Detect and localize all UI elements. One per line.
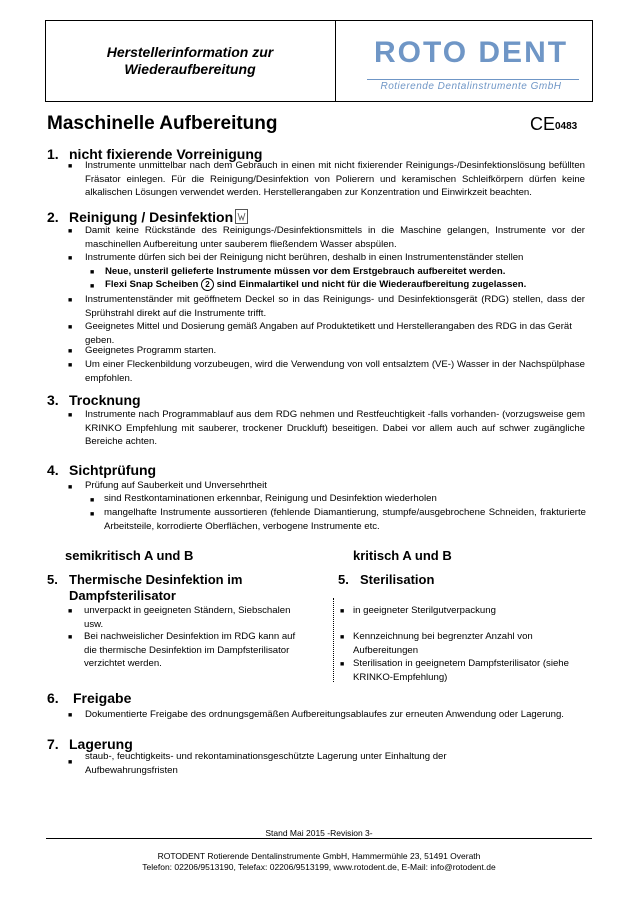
section-title-cont: Dampfsterilisator: [69, 588, 176, 603]
footer-revision: Stand Mai 2015 -Revision 3-: [265, 828, 373, 838]
bullet-icon: ■: [68, 634, 73, 641]
footer-rule: [46, 838, 592, 839]
paragraph: Instrumentenständer mit geöffnetem Deckel so in das Reinigungs- und Desinfektionsgerät (RDG) stellen, dass der Sprühstrahl direkt auf die Instrumente trifft.: [85, 294, 585, 319]
paragraph: [105, 278, 590, 292]
column-left-heading: semikritisch A und B: [65, 548, 194, 563]
paragraph: Instrumente nach Programmablauf aus dem RDG nehmen und Restfeuchtigkeit -falls vorhanden- (vorzugsweise gem KRINKO Empfehlung mit sauberer, trockener Druckluft) beseitigen. Dabei vor allem auch auf schwer zugängliche Bereiche achten.: [85, 409, 585, 447]
bullet-icon: ■: [340, 634, 345, 641]
section-number: 1.: [47, 146, 59, 162]
section-title: Thermische Desinfektion im: [69, 572, 243, 587]
paragraph: Instrumente unmittelbar nach dem Gebrauch in einen mit nicht fixierender Reinigungs-/Desinfektionslösung befüllten Fräsator einlegen. Für die Reinigung/Desinfektion von Polierern und keramischen Schleifkörpern dürfen keine alkalischen Lösungen verwendet werden. Herstellerangaben zur Konzentration und Einwirkzeit beachten.: [85, 160, 585, 198]
paragraph: Prüfung auf Sauberkeit und Unversehrtheit: [85, 480, 267, 491]
bullet-icon: ■: [68, 712, 73, 719]
section-2-heading: [47, 209, 248, 225]
section-number: 5.: [47, 572, 58, 587]
paragraph: Geeignetes Mittel und Dosierung gemäß Angaben auf Produktetikett und Herstellerangaben des RDG in das Gerät geben.: [85, 321, 572, 346]
bullet-icon: ■: [340, 661, 345, 668]
paragraph: mangelhafte Instrumente aussortieren (fehlende Diamantierung, stumpfe/ausgebrochene Schneiden, frakturierte Arbeitsteile, korrodierte Oberflächen, verbogene Instrumente etc.: [104, 507, 586, 532]
section-3-heading: [47, 392, 141, 408]
footer-contact: Telefon: 02206/9513190, Telefax: 02206/9513199, www.rotodent.de, E-Mail: info@rotodent.de: [142, 862, 496, 872]
section-title: Sterilisation: [360, 572, 435, 587]
section-5-left-heading: [47, 572, 242, 604]
bullet-icon: ■: [68, 412, 73, 419]
paragraph: Sterilisation in geeignetem Dampfsterilisator (siehe KRINKO-Empfehlung): [353, 658, 569, 683]
section-title: Sichtprüfung: [69, 462, 157, 478]
bullet-icon: ■: [68, 608, 73, 615]
paragraph: Dokumentierte Freigabe des ordnungsgemäßen Aufbereitungsablaufes zur erneuten Anwendung oder Lagerung.: [85, 709, 564, 720]
section-number: 4.: [47, 462, 59, 478]
flexi-snap-text: sind Einmalartikel und nicht für die Wiederaufbereitung zugelassen.: [216, 279, 527, 291]
section-title: Trocknung: [69, 392, 141, 408]
section-6-heading: [47, 690, 131, 706]
paragraph: sind Restkontaminationen erkennbar, Reinigung und Desinfektion wiederholen: [104, 493, 437, 504]
bullet-icon: ■: [68, 348, 73, 355]
paragraph: unverpackt in geeigneten Ständern, Siebschalen usw.: [84, 605, 291, 630]
bullet-icon: ■: [90, 283, 95, 290]
paragraph: in geeigneter Sterilgutverpackung: [353, 605, 496, 616]
bullet-icon: ■: [68, 362, 73, 369]
section-number: 2.: [47, 209, 59, 225]
paragraph: Neue, unsteril gelieferte Instrumente müssen vor dem Erstgebrauch aufbereitet werden.: [105, 266, 506, 277]
section-5-right-heading: [338, 572, 434, 587]
header-title: [46, 44, 334, 78]
bullet-icon: ■: [90, 269, 95, 276]
flexi-snap-label: Flexi Snap Scheiben: [105, 279, 199, 291]
ce-number: 0483: [555, 121, 578, 132]
header-divider: [335, 20, 336, 102]
section-number: 5.: [338, 572, 349, 587]
bullet-icon: ■: [68, 324, 73, 331]
paragraph: Damit keine Rückstände des Reinigungs-/Desinfektionsmittels in die Maschine gelangen, Instrumente vor der maschinellen Aufbereitung unter sauberem fließendem Wasser abspülen.: [85, 225, 585, 250]
washer-symbol-icon: [235, 209, 248, 224]
section-4-heading: [47, 462, 156, 478]
section-title: nicht fixierende Vorreinigung: [69, 146, 263, 162]
paragraph: Um einer Fleckenbildung vorzubeugen, wird die Verwendung von voll entsalztem (VE-) Wasser in der Nachspülphase empfohlen.: [85, 359, 585, 384]
header-title-line2: Wiederaufbereitung: [124, 61, 256, 77]
column-divider: [333, 598, 334, 682]
bullet-icon: ■: [68, 297, 73, 304]
section-title: Reinigung / Desinfektion: [69, 209, 234, 225]
bullet-icon: ■: [90, 497, 95, 504]
column-right-heading: kritisch A und B: [353, 548, 452, 563]
section-title: Freigabe: [73, 690, 132, 706]
section-title: Lagerung: [69, 736, 133, 752]
bullet-icon: ■: [68, 228, 73, 235]
bullet-icon: ■: [68, 255, 73, 262]
section-number: 6.: [47, 690, 59, 706]
logo-subtitle: Rotierende Dentalinstrumente GmbH: [380, 81, 562, 92]
bullet-icon: ■: [68, 484, 73, 491]
paragraph: Instrumente dürfen sich bei der Reinigung nicht berühren, deshalb in einen Instrumentenständer stellen: [85, 252, 524, 263]
bullet-icon: ■: [68, 163, 73, 170]
header-title-line1: Herstellerinformation zur: [106, 44, 274, 60]
paragraph: staub-, feuchtigkeits- und rekontaminationsgeschützte Lagerung unter Einhaltung der Aufbewahrungsfristen: [85, 751, 447, 776]
bullet-icon: ■: [90, 511, 95, 518]
ce-mark-icon: CE: [530, 114, 556, 134]
bullet-icon: ■: [68, 759, 73, 766]
logo-rule: [367, 79, 579, 80]
page-title: Maschinelle Aufbereitung: [47, 113, 278, 134]
paragraph: Kennzeichnung bei begrenzter Anzahl von Aufbereitungen: [353, 631, 533, 656]
paragraph: Geeignetes Programm starten.: [85, 345, 217, 356]
paragraph: Bei nachweislicher Desinfektion im RDG kann auf die thermische Desinfektion im Dampfsterilisator verzichtet werden.: [84, 631, 296, 669]
do-not-reuse-icon: 2: [201, 278, 214, 291]
footer-address: ROTODENT Rotierende Dentalinstrumente GmbH, Hammermühle 23, 51491 Overath: [157, 851, 481, 861]
section-number: 7.: [47, 736, 59, 752]
section-number: 3.: [47, 392, 59, 408]
bullet-icon: ■: [340, 608, 345, 615]
company-logo: ROTO DENT: [373, 36, 569, 69]
